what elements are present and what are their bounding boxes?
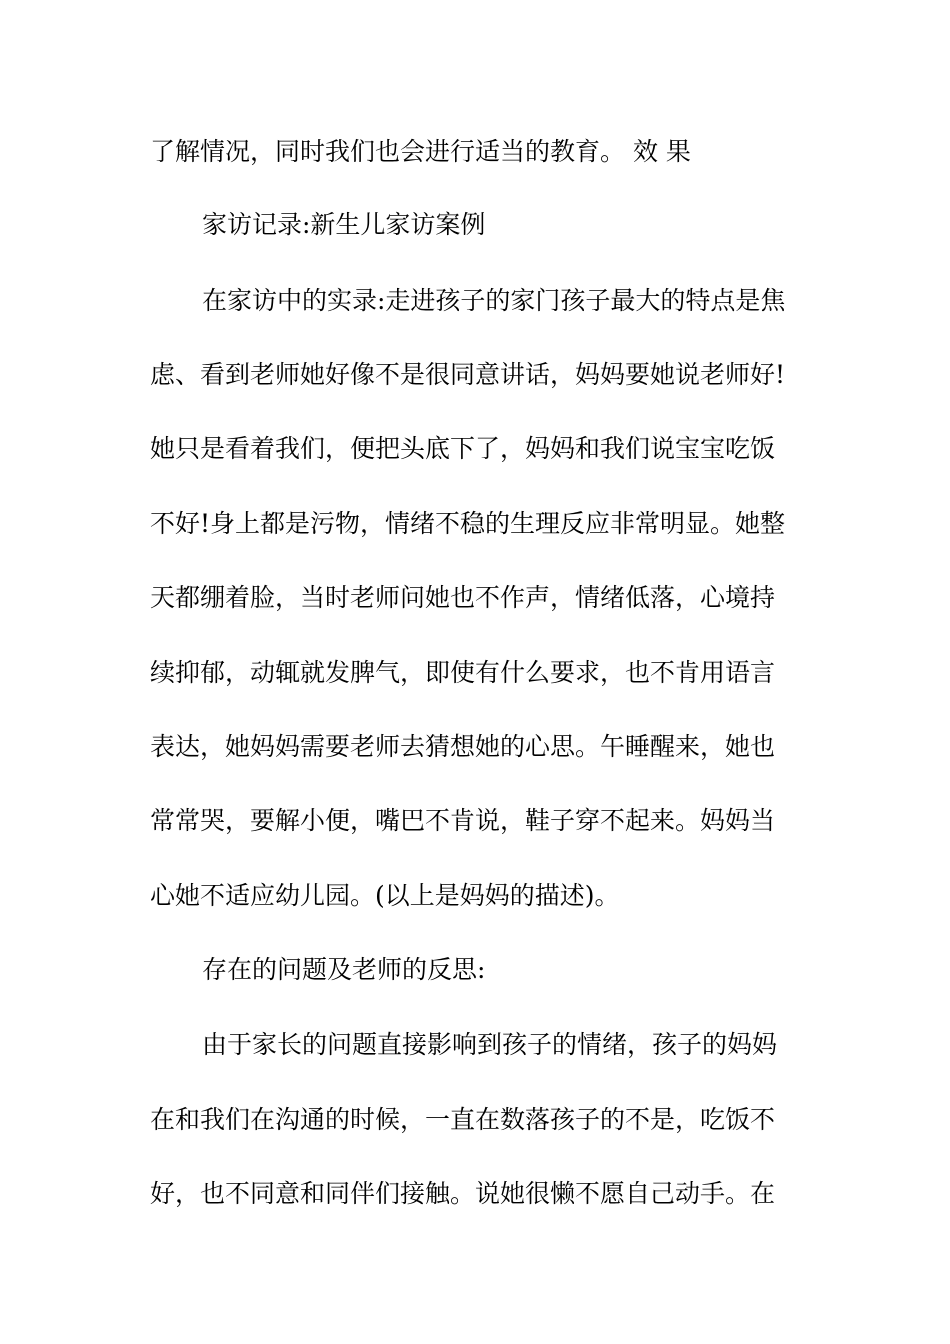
text-line: 表达，她妈妈需要老师去猜想她的心思。午睡醒来，她也 bbox=[150, 732, 776, 761]
text-line: 天都绷着脸，当时老师问她也不作声，情绪低落，心境持 bbox=[150, 583, 776, 612]
text-line: 常常哭，要解小便，嘴巴不肯说，鞋子穿不起来。妈妈当 bbox=[150, 806, 776, 835]
text-line: 她只是看着我们，便把头底下了，妈妈和我们说宝宝吃饭 bbox=[150, 434, 776, 463]
text-line: 不好!身上都是污物，情绪不稳的生理反应非常明显。她整 bbox=[150, 509, 786, 538]
section-heading: 家访记录:新生儿家访案例 bbox=[202, 210, 486, 239]
section-heading: 存在的问题及老师的反思: bbox=[202, 955, 486, 984]
paragraph-first-line: 由于家长的问题直接影响到孩子的情绪，孩子的妈妈 bbox=[202, 1030, 778, 1059]
text-line: 好，也不同意和同伴们接触。说她很懒不愿自己动手。在 bbox=[150, 1179, 776, 1208]
text-line: 虑、看到老师她好像不是很同意讲话，妈妈要她说老师好! bbox=[150, 360, 786, 389]
text-line: 在和我们在沟通的时候，一直在数落孩子的不是，吃饭不 bbox=[150, 1105, 776, 1134]
text-line: 续抑郁，动辄就发脾气，即使有什么要求，也不肯用语言 bbox=[150, 658, 776, 687]
text-line: 心她不适应幼儿园。(以上是妈妈的描述)。 bbox=[150, 881, 620, 910]
paragraph-first-line: 在家访中的实录:走进孩子的家门孩子最大的特点是焦 bbox=[202, 286, 786, 315]
text-line: 了解情况，同时我们也会进行适当的教育。 效 果 bbox=[150, 137, 691, 166]
